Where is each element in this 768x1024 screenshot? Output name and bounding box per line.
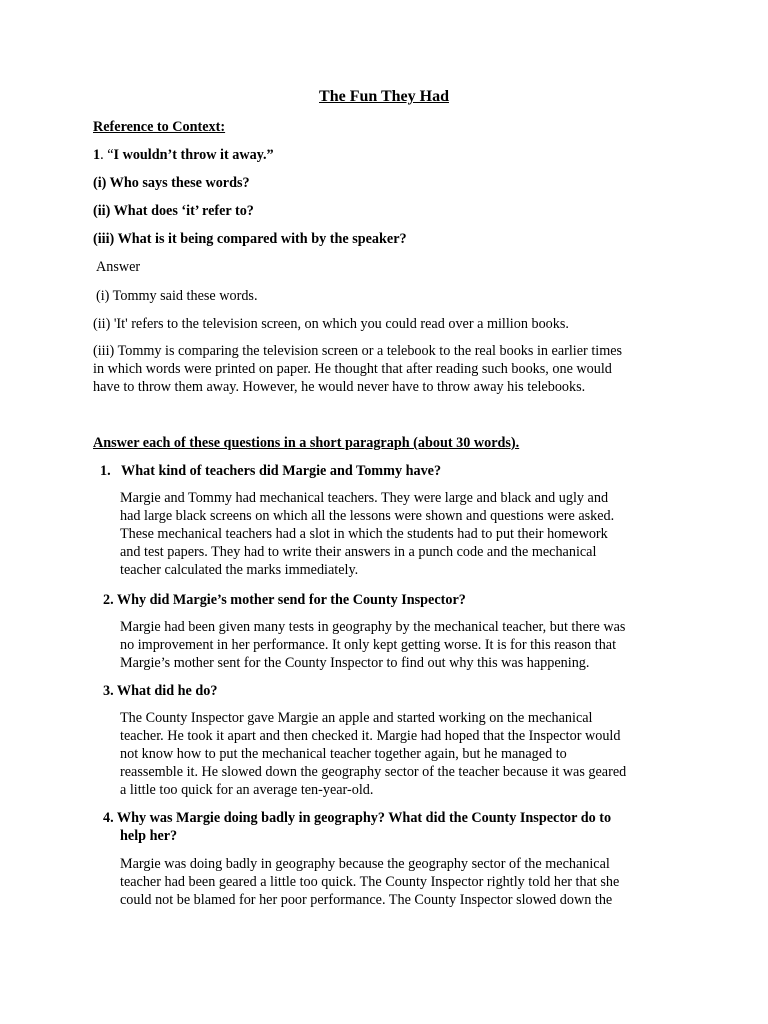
- short-answer-heading: Answer each of these questions in a short paragraph (about 30 words).: [93, 435, 520, 451]
- paragraph-line: had large black screens on which all the lessons were shown and questions were asked.: [120, 508, 615, 524]
- answer-label: Answer: [96, 259, 141, 275]
- question-line: help her?: [120, 828, 178, 844]
- answer-paragraph: [93, 342, 622, 396]
- paragraph-line: in which words were printed on paper. He thought that after reading such books, one would: [93, 361, 612, 377]
- question-heading: 3. What did he do?: [103, 683, 218, 699]
- answer-paragraph: [120, 709, 626, 799]
- paragraph-line: not know how to put the mechanical teacher together again, but he managed to: [120, 746, 567, 762]
- answer-paragraph: [120, 489, 614, 579]
- question-heading: 2. Why did Margie’s mother send for the County Inspector?: [103, 592, 466, 608]
- answer-paragraph: [120, 618, 625, 672]
- question-heading: [103, 809, 611, 845]
- paragraph-line: (iii) Tommy is comparing the television screen or a telebook to the real books in earlier times: [93, 343, 623, 359]
- paragraph-line: and test papers. They had to write their answers in a punch code and the mechanical: [120, 544, 597, 560]
- answer-paragraph: (i) Tommy said these words.: [96, 288, 258, 304]
- sub-question: (i) Who says these words?: [93, 175, 250, 191]
- question-number: 1: [93, 147, 101, 163]
- paragraph-line: no improvement in her performance. It only kept getting worse. It is for this reason that: [120, 637, 617, 653]
- paragraph-line: These mechanical teachers had a slot in which the students had to put their homework: [120, 526, 608, 542]
- paragraph-line: teacher calculated the marks immediately.: [120, 562, 359, 578]
- answer-paragraph: (ii) 'It' refers to the television screen, on which you could read over a million books.: [93, 316, 569, 332]
- paragraph-line: Margie’s mother sent for the County Inspector to find out why this was happening.: [120, 655, 590, 671]
- paragraph-line: have to throw them away. However, he would never have to throw away his telebooks.: [93, 379, 586, 395]
- paragraph-line: teacher. He took it apart and then checked it. Margie had hoped that the Inspector would: [120, 728, 621, 744]
- paragraph-line: reassemble it. He slowed down the geography sector of the teacher because it was geared: [120, 764, 627, 780]
- sub-question: (iii) What is it being compared with by the speaker?: [93, 231, 407, 247]
- paragraph-line: a little too quick for an average ten-year-old.: [120, 782, 374, 798]
- question-heading: 1. What kind of teachers did Margie and Tommy have?: [100, 463, 442, 479]
- reference-question: [93, 146, 274, 164]
- question-separator: . “: [100, 147, 114, 163]
- quote-text: I wouldn’t throw it away.”: [113, 147, 274, 163]
- paragraph-line: Margie and Tommy had mechanical teachers. They were large and black and ugly and: [120, 490, 609, 506]
- paragraph-line: The County Inspector gave Margie an apple and started working on the mechanical: [120, 710, 593, 726]
- paragraph-line: Margie had been given many tests in geography by the mechanical teacher, but there was: [120, 619, 626, 635]
- sub-question: (ii) What does ‘it’ refer to?: [93, 203, 254, 219]
- reference-heading: Reference to Context:: [93, 119, 226, 135]
- paragraph-line: teacher had been geared a little too quick. The County Inspector rightly told her that she: [120, 874, 620, 890]
- paragraph-line: could not be blamed for her poor performance. The County Inspector slowed down the: [120, 892, 613, 908]
- question-line: 4. Why was Margie doing badly in geography? What did the County Inspector do to: [103, 810, 612, 826]
- page-title: The Fun They Had: [319, 88, 449, 105]
- answer-paragraph: [120, 855, 619, 909]
- paragraph-line: Margie was doing badly in geography because the geography sector of the mechanical: [120, 856, 610, 872]
